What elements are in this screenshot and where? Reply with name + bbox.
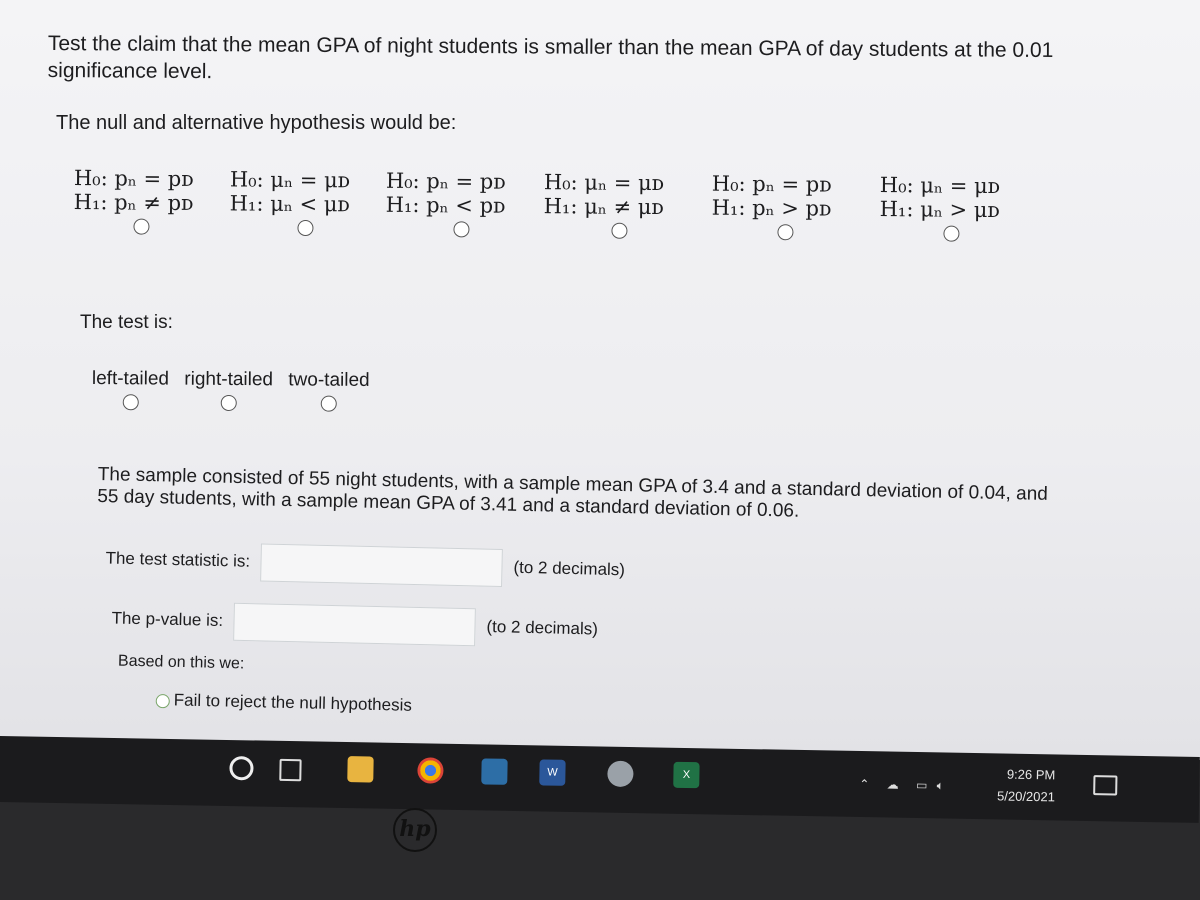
fail-to-reject-radio[interactable] — [156, 694, 170, 708]
h1-text: H₁: μₙ ≠ μᴅ — [543, 194, 664, 220]
option-left-tailed[interactable] — [92, 368, 169, 411]
file-explorer-icon[interactable] — [347, 756, 373, 782]
chevron-up-icon[interactable]: ⌃ — [859, 777, 870, 792]
excel-icon[interactable]: X — [673, 762, 699, 788]
hypothesis-radio-1[interactable] — [133, 219, 149, 235]
p-value-hint: (to 2 decimals) — [486, 616, 599, 639]
cloud-icon[interactable]: ☁ — [886, 777, 899, 792]
h1-text: H₁: μₙ > μᴅ — [879, 197, 1000, 223]
volume-icon[interactable]: 🔈︎ — [936, 778, 945, 793]
battery-icon[interactable]: ▭ — [915, 777, 928, 793]
test-statistic-hint: (to 2 decimals) — [513, 557, 626, 580]
hypothesis-option-6[interactable] — [879, 173, 1030, 242]
p-value-input[interactable] — [233, 603, 476, 646]
sample-description: The sample consisted of 55 night students, with a sample mean GPA of 3.4 and a standard deviation of 0.04, and 55 day students, with a sample mean GPA of 3.41 and a standard deviation of 0.06. — [97, 464, 1049, 522]
h0-text: H₀: μₙ = μᴅ — [543, 170, 665, 196]
h0-text: H₀: pₙ = pᴅ — [711, 171, 832, 197]
p-value-label: The p-value is: — [111, 608, 224, 631]
search-icon[interactable] — [229, 756, 253, 780]
chrome-icon[interactable] — [417, 757, 443, 783]
h0-text: H₀: μₙ = μᴅ — [229, 167, 351, 193]
hypothesis-radio-5[interactable] — [777, 224, 793, 240]
people-icon[interactable] — [607, 761, 633, 787]
hypothesis-options — [73, 166, 1074, 285]
test-statistic-row — [105, 540, 625, 590]
hypothesis-radio-6[interactable] — [943, 226, 959, 242]
option-right-tailed[interactable] — [184, 369, 273, 412]
test-type-options — [92, 368, 380, 412]
date-text: 5/20/2021 — [996, 788, 1056, 805]
h0-text: H₀: μₙ = μᴅ — [879, 173, 1001, 199]
h1-text: H₁: pₙ > pᴅ — [711, 195, 832, 221]
clock[interactable] — [997, 763, 1056, 808]
right-tailed-radio[interactable] — [220, 395, 236, 411]
h1-text: H₁: pₙ < pᴅ — [385, 192, 506, 218]
task-view-icon[interactable] — [279, 759, 301, 781]
hypothesis-radio-4[interactable] — [611, 223, 627, 239]
hypothesis-prompt: The null and alternative hypothesis would be: — [56, 112, 457, 134]
test-statistic-label: The test statistic is: — [105, 548, 251, 571]
hypothesis-radio-3[interactable] — [453, 221, 469, 237]
hypothesis-option-5[interactable] — [711, 172, 862, 241]
test-type-prompt: The test is: — [80, 312, 173, 333]
option-label: two-tailed — [288, 369, 370, 391]
option-two-tailed[interactable] — [288, 369, 370, 412]
notification-icon[interactable] — [1093, 775, 1117, 795]
h0-text: H₀: pₙ = pᴅ — [385, 168, 506, 194]
hypothesis-option-4[interactable] — [543, 170, 694, 239]
p-value-row — [111, 600, 598, 649]
hypothesis-option-2[interactable] — [229, 167, 380, 236]
option-label: left-tailed — [91, 368, 170, 390]
word-icon[interactable]: W — [539, 759, 565, 785]
left-tailed-radio[interactable] — [122, 394, 138, 410]
question-title: Test the claim that the mean GPA of night students is smaller than the mean GPA of day students at the 0.01 significance level. — [47, 31, 1054, 84]
time-text: 9:26 PM — [1006, 766, 1056, 783]
decision-prompt: Based on this we: — [117, 652, 245, 673]
h0-text: H₀: pₙ = pᴅ — [73, 166, 194, 192]
hypothesis-radio-2[interactable] — [297, 220, 313, 236]
option-label: right-tailed — [184, 368, 274, 391]
h1-text: H₁: μₙ < μᴅ — [229, 191, 350, 217]
hp-logo: hp — [393, 808, 437, 852]
h1-text: H₁: pₙ ≠ pᴅ — [73, 189, 194, 216]
decision-option-fail-to-reject[interactable] — [156, 690, 413, 716]
option-label: Fail to reject the null hypothesis — [173, 690, 413, 715]
two-tailed-radio[interactable] — [321, 396, 337, 412]
hypothesis-option-3[interactable] — [385, 169, 536, 238]
system-tray[interactable] — [859, 777, 944, 793]
test-statistic-input[interactable] — [260, 544, 503, 587]
store-icon[interactable] — [481, 758, 507, 784]
hypothesis-option-1[interactable] — [73, 166, 224, 235]
